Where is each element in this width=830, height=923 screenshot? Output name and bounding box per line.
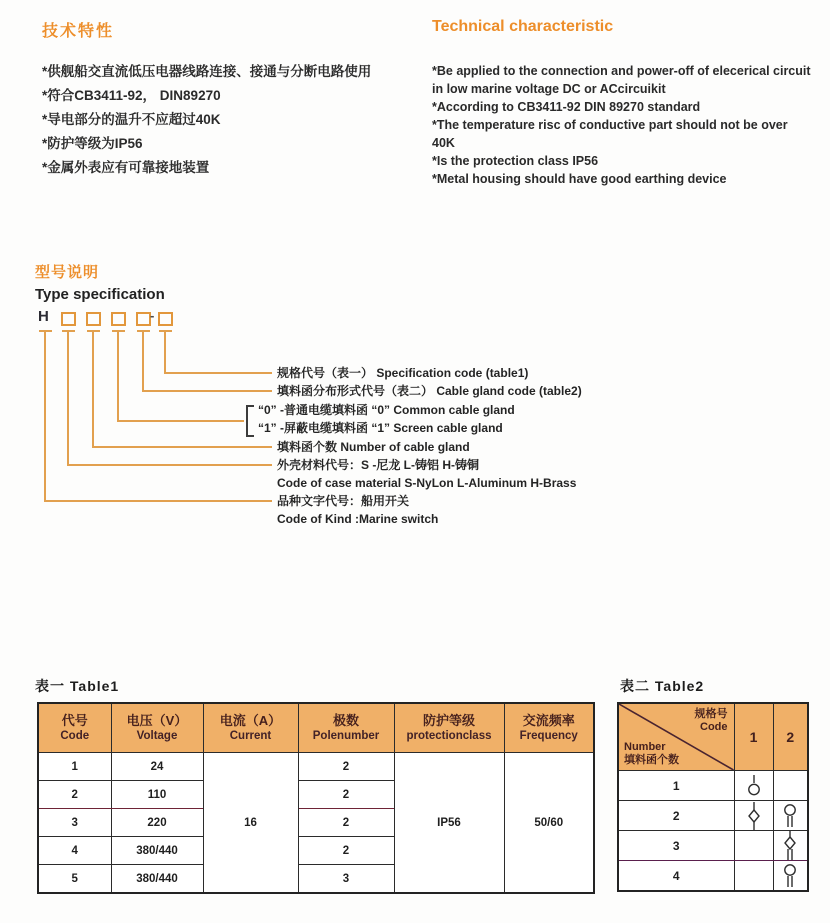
tech-line-en: *Metal housing should have good earthing device xyxy=(432,172,727,186)
table1-header-protection: 防护等级 protectionclass xyxy=(394,703,504,753)
table2-row xyxy=(618,831,808,861)
connector-line xyxy=(142,390,272,392)
option-bracket xyxy=(246,405,254,437)
table2-header-col1: 1 xyxy=(734,703,773,771)
corner-top-label: 规格号 Code xyxy=(694,708,728,733)
cell-voltage: 220 xyxy=(111,809,203,837)
table2 xyxy=(617,702,809,892)
connector-line xyxy=(92,446,272,448)
gland-double-stem-down-icon xyxy=(782,803,798,829)
cell-symbol-empty xyxy=(734,831,773,861)
callout-spec-code: 规格代号（表一） Specification code (table1) xyxy=(277,366,529,380)
model-code-box-2 xyxy=(86,312,101,326)
cell-code: 1 xyxy=(38,753,111,781)
model-code-dash: - xyxy=(150,308,155,323)
cell-gland-number: 3 xyxy=(618,831,734,861)
tech-bullets-cn xyxy=(42,60,371,180)
connector-line xyxy=(44,500,272,502)
callout-option-0: “0” -普通电缆填料函 “0” Common cable gland xyxy=(258,403,515,417)
cell-voltage: 380/440 xyxy=(111,865,203,894)
cell-frequency-merged: 50/60 xyxy=(504,753,594,894)
cell-gland-number: 4 xyxy=(618,861,734,892)
cell-symbol xyxy=(734,771,773,801)
table2-row xyxy=(618,771,808,801)
cell-symbol xyxy=(773,831,808,861)
model-code-box-4 xyxy=(136,312,151,326)
cell-gland-number: 2 xyxy=(618,801,734,831)
callout-gland-number: 填料函个数 Number of cable gland xyxy=(277,440,470,454)
table1-header-row xyxy=(38,703,594,753)
tech-bullet-cn: *供舰船交直流低压电器线路连接、接通与分断电路使用 xyxy=(42,64,372,79)
cell-code: 2 xyxy=(38,781,111,809)
cell-symbol-empty xyxy=(773,771,808,801)
tech-title-en: Technical characteristic xyxy=(432,18,614,35)
gland-stem-up-double-down-icon xyxy=(782,831,798,860)
connector-line xyxy=(142,332,144,392)
connector-line xyxy=(92,332,94,448)
cell-symbol xyxy=(773,801,808,831)
model-code-box-1 xyxy=(61,312,76,326)
gland-double-stem-down-icon xyxy=(782,863,798,889)
cell-voltage: 380/440 xyxy=(111,837,203,865)
cell-current-merged: 16 xyxy=(203,753,298,894)
callout-kind-en: Code of Kind :Marine switch xyxy=(277,512,439,526)
cell-code: 5 xyxy=(38,865,111,894)
corner-bottom-label: Number 填料函个数 xyxy=(624,741,679,766)
table2-header-col2: 2 xyxy=(773,703,808,771)
cell-pole: 2 xyxy=(298,809,394,837)
table1-header-voltage: 电压（V） Voltage xyxy=(111,703,203,753)
connector-line xyxy=(117,332,119,422)
table1-header-code: 代号 Code xyxy=(38,703,111,753)
callout-option-1: “1” -屏蔽电缆填料函 “1” Screen cable gland xyxy=(258,421,503,435)
type-spec-title-en: Type specification xyxy=(35,286,165,303)
tech-bullet-cn: *防护等级为IP56 xyxy=(42,136,143,151)
tech-bullet-cn: *导电部分的温升不应超过40K xyxy=(42,112,221,127)
connector-line xyxy=(44,332,46,502)
tech-line-en: *Is the protection class IP56 xyxy=(432,154,599,168)
tech-line-en: *Be applied to the connection and power-off of elecerical circuit xyxy=(432,64,811,78)
tech-line-en: *According to CB3411-92 DIN 89270 standard xyxy=(432,100,701,114)
callout-material-en: Code of case material S-NyLon L-Aluminum H-Brass xyxy=(277,476,577,490)
callout-material-cn: 外壳材料代号：S -尼龙 L-铸铝 H-铸铜 xyxy=(277,458,479,472)
table1 xyxy=(37,702,595,894)
cell-protection-merged: IP56 xyxy=(394,753,504,894)
table2-row xyxy=(618,861,808,892)
cell-symbol xyxy=(734,801,773,831)
connector-line xyxy=(67,464,272,466)
cell-voltage: 110 xyxy=(111,781,203,809)
connector-line xyxy=(117,420,244,422)
gland-stem-up-icon xyxy=(746,774,762,798)
model-code-letter: H xyxy=(38,308,49,325)
tech-line-en: 40K xyxy=(432,136,455,150)
cell-pole: 3 xyxy=(298,865,394,894)
table2-header-row xyxy=(618,703,808,771)
table1-header-current: 电流（A） Current xyxy=(203,703,298,753)
connector-line xyxy=(164,332,166,374)
tech-line-en: *The temperature risc of conductive part should not be over xyxy=(432,118,788,132)
cell-code: 4 xyxy=(38,837,111,865)
tech-bullet-cn: *金属外表应有可靠接地装置 xyxy=(42,160,210,175)
connector-line xyxy=(67,332,69,466)
cell-symbol xyxy=(773,861,808,892)
table1-header-frequency: 交流频率 Frequency xyxy=(504,703,594,753)
cell-pole: 2 xyxy=(298,781,394,809)
cell-pole: 2 xyxy=(298,837,394,865)
gland-stem-both-icon xyxy=(746,802,762,830)
model-code-box-5 xyxy=(158,312,173,326)
tech-title-cn: 技术特性 xyxy=(42,23,115,40)
table1-header-polenumber: 极数 Polenumber xyxy=(298,703,394,753)
cell-symbol-empty xyxy=(734,861,773,892)
tech-line-en: in low marine voltage DC or ACcircuikit xyxy=(432,82,666,96)
tech-bullet-cn: *符合CB3411-92， DIN89270 xyxy=(42,88,221,103)
table2-row xyxy=(618,801,808,831)
cell-code: 3 xyxy=(38,809,111,837)
cell-voltage: 24 xyxy=(111,753,203,781)
cell-pole: 2 xyxy=(298,753,394,781)
type-spec-title-cn: 型号说明 xyxy=(35,264,100,281)
cell-gland-number: 1 xyxy=(618,771,734,801)
callout-kind-cn: 品种文字代号：船用开关 xyxy=(277,494,410,508)
model-code-box-3 xyxy=(111,312,126,326)
table1-title: 表一 Table1 xyxy=(35,678,120,694)
table1-row xyxy=(38,753,594,781)
table2-corner-cell xyxy=(618,703,734,771)
connector-line xyxy=(164,372,272,374)
table2-title: 表二 Table2 xyxy=(620,678,705,694)
callout-gland-code: 填料函分布形式代号（表二） Cable gland code (table2) xyxy=(277,384,582,398)
tech-bullets-en xyxy=(432,62,811,188)
